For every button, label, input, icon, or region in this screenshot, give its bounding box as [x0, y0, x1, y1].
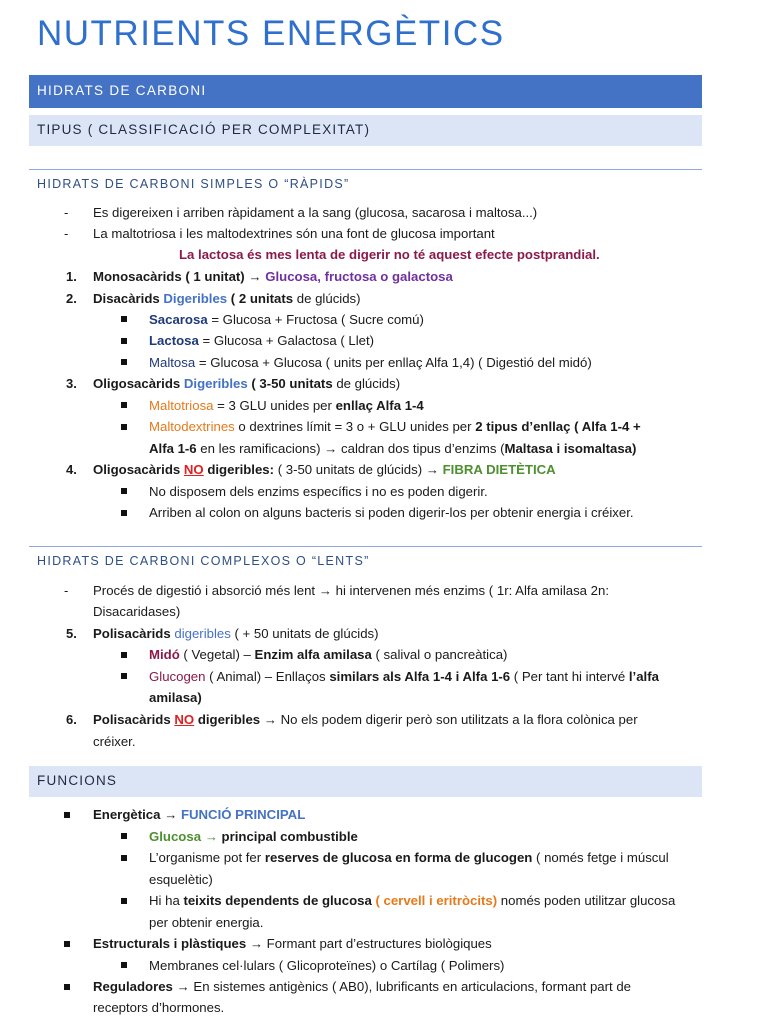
square-bullet	[121, 424, 127, 430]
list-item: Estructurals i plàstiques → Formant part d’estructures biològiques	[93, 936, 492, 951]
section-band-tipus	[29, 115, 702, 146]
list-item: Oligosacàrids Digeribles ( 3-50 unitats de glúcids)	[93, 376, 401, 391]
text-line: La maltotriosa i les maltodextrines són una font de glucosa important	[93, 226, 495, 241]
list-item: Reguladores → En sistemes antigènics ( AB0), lubrificants en articulacions, formant part de	[93, 979, 631, 994]
square-bullet	[121, 898, 127, 904]
list-item-continuation: esquelètic)	[149, 872, 213, 887]
list-item-continuation: amilasa)	[149, 690, 202, 705]
dash-marker: -	[64, 205, 69, 220]
list-item: Oligosacàrids NO digeribles: ( 3-50 unitats de glúcids) → FIBRA DIETÈTICA	[93, 462, 556, 477]
list-item: Polisacàrids digeribles ( + 50 unitats de glúcids)	[93, 626, 379, 641]
square-bullet	[64, 812, 70, 818]
dash-marker: -	[64, 226, 69, 241]
divider	[29, 546, 702, 547]
square-bullet	[64, 984, 70, 990]
square-bullet	[121, 338, 127, 344]
list-number: 6.	[66, 712, 77, 727]
list-item-continuation: créixer.	[93, 734, 136, 749]
list-item-continuation: Alfa 1-6 en les ramificacions) → caldran dos tipus d’enzims (Maltasa i isomaltasa)	[149, 441, 637, 456]
list-item: Maltodextrines o dextrines límit = 3 o + GLU unides per 2 tipus d’enllaç ( Alfa 1-4 +	[149, 419, 641, 434]
list-number: 5.	[66, 626, 77, 641]
list-item: Lactosa = Glucosa + Galactosa ( Llet)	[149, 333, 375, 348]
square-bullet	[121, 510, 127, 516]
list-item: Membranes cel·lulars ( Glicoproteïnes) o Cartílag ( Polimers)	[149, 958, 505, 973]
section-band-label: TIPUS ( CLASSIFICACIÓ PER COMPLEXITAT)	[37, 122, 371, 137]
section-band-label: FUNCIONS	[37, 773, 118, 788]
list-item: No disposem dels enzims específics i no es poden digerir.	[149, 484, 488, 499]
list-item: Midó ( Vegetal) – Enzim alfa amilasa ( salival o pancreàtica)	[149, 647, 508, 662]
text-line: Procés de digestió i absorció més lent → hi intervenen més enzims ( 1r: Alfa amilasa 2n:	[93, 583, 610, 598]
list-item: Maltosa = Glucosa + Glucosa ( units per enllaç Alfa 1,4) ( Digestió del midó)	[149, 355, 592, 370]
square-bullet	[121, 855, 127, 861]
square-bullet	[121, 833, 127, 839]
section-band-funcions	[29, 766, 702, 797]
list-number: 3.	[66, 376, 77, 391]
list-item: Hi ha teixits dependents de glucosa ( cervell i eritròcits) només poden utilitzar glucosa	[149, 893, 676, 908]
list-item: Monosacàrids ( 1 unitat) → Glucosa, fructosa o galactosa	[93, 269, 453, 284]
square-bullet	[121, 652, 127, 658]
list-number: 1.	[66, 269, 77, 284]
square-bullet	[121, 962, 127, 968]
subheading-simples: HIDRATS DE CARBONI SIMPLES O “RÀPIDS”	[37, 177, 350, 191]
dash-marker: -	[64, 583, 69, 598]
section-band-label: HIDRATS DE CARBONI	[37, 83, 207, 98]
list-item: L’organisme pot fer reserves de glucosa en forma de glucogen ( només fetge i múscul	[149, 850, 669, 865]
list-item: Glucosa → principal combustible	[149, 829, 358, 844]
square-bullet	[121, 673, 127, 679]
square-bullet	[121, 488, 127, 494]
square-bullet	[121, 316, 127, 322]
list-number: 4.	[66, 462, 77, 477]
list-item: Polisacàrids NO digeribles → No els podem digerir però son utilitzats a la flora colònica per	[93, 712, 638, 727]
list-item: Disacàrids Digeribles ( 2 unitats de glúcids)	[93, 291, 361, 306]
text-line: Es digereixen i arriben ràpidament a la sang (glucosa, sacarosa i maltosa...)	[93, 205, 538, 220]
list-item: Sacarosa = Glucosa + Fructosa ( Sucre comú)	[149, 312, 424, 327]
list-item-continuation: receptors d’hormones.	[93, 1000, 225, 1015]
list-number: 2.	[66, 291, 77, 306]
list-item: Arriben al colon on alguns bacteris si poden digerir-los per obtenir energia i créixer.	[149, 505, 634, 520]
list-item-continuation: per obtenir energia.	[149, 915, 264, 930]
subheading-complexos: HIDRATS DE CARBONI COMPLEXOS O “LENTS”	[37, 554, 370, 568]
divider	[29, 169, 702, 170]
text-line-continuation: Disacaridases)	[93, 604, 181, 619]
list-item: Energètica → FUNCIÓ PRINCIPAL	[93, 807, 306, 822]
list-item: Glucogen ( Animal) – Enllaços similars als Alfa 1-4 i Alfa 1-6 ( Per tant hi intervé l’alfa	[149, 669, 659, 684]
square-bullet	[121, 359, 127, 365]
list-item: Maltotriosa = 3 GLU unides per enllaç Alfa 1-4	[149, 398, 424, 413]
page-title: NUTRIENTS ENERGÈTICS	[37, 14, 505, 53]
section-band-hidrats	[29, 75, 702, 108]
highlight-note: La lactosa és mes lenta de digerir no té aquest efecte postprandial.	[179, 247, 600, 262]
square-bullet	[121, 402, 127, 408]
square-bullet	[64, 941, 70, 947]
